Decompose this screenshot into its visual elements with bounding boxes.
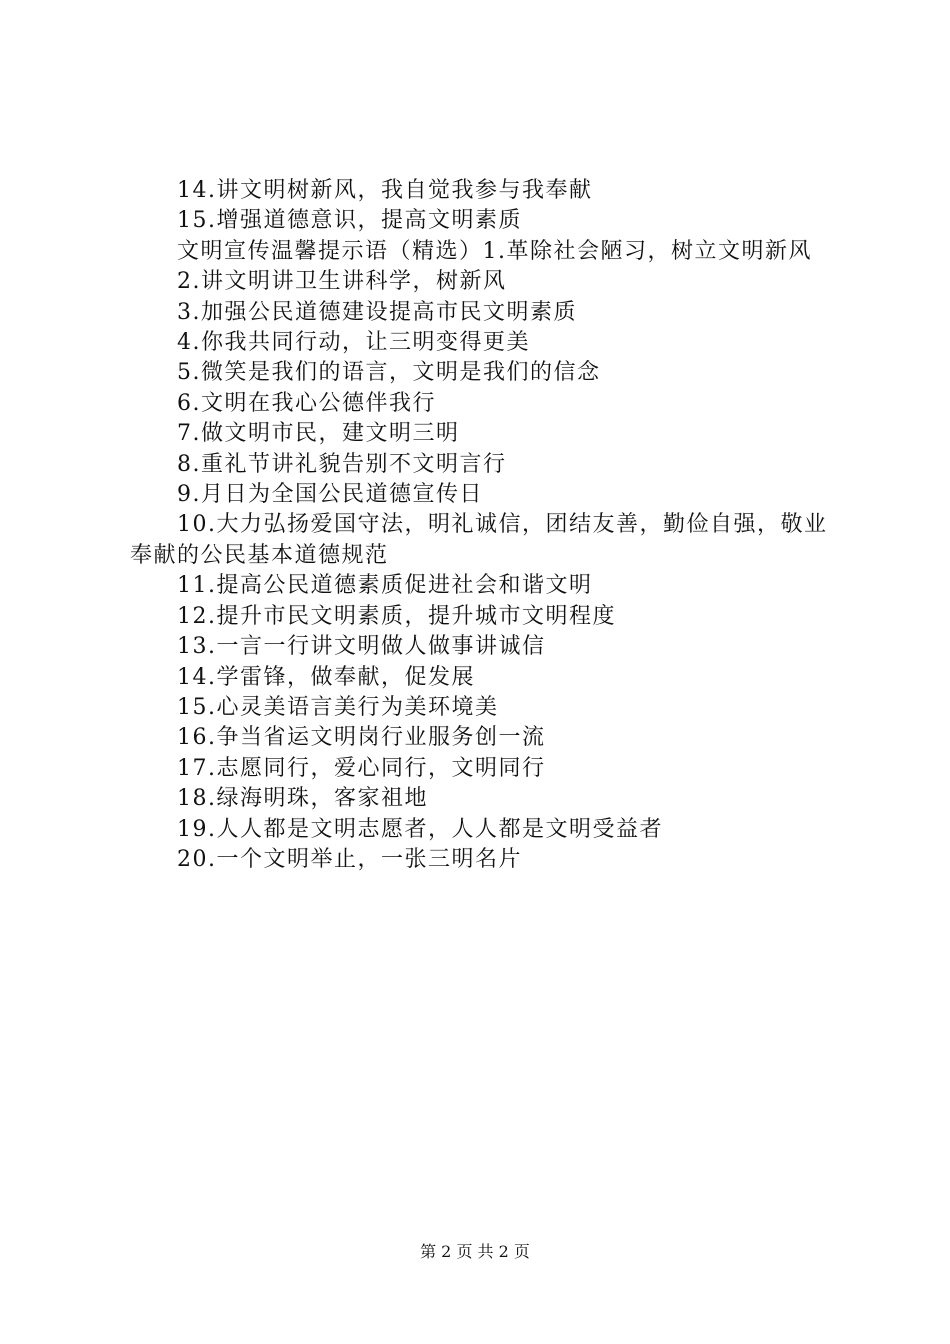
paragraph: 15.增强道德意识，提高文明素质 [177, 208, 522, 234]
paragraph: 7.做文明市民，建文明三明 [177, 421, 460, 447]
paragraph: 9.月日为全国公民道德宣传日 [177, 482, 483, 508]
paragraph: 2.讲文明讲卫生讲科学，树新风 [177, 269, 507, 295]
page-number-footer: 第 2 页 共 2 页 [420, 1242, 530, 1261]
paragraph: 17.志愿同行，爱心同行，文明同行 [177, 755, 546, 781]
paragraph: 3.加强公民道德建设提高市民文明素质 [177, 299, 577, 325]
paragraph: 6.文明在我心公德伴我行 [177, 390, 436, 416]
paragraph: 5.微笑是我们的语言，文明是我们的信念 [177, 360, 601, 386]
paragraph: 19.人人都是文明志愿者，人人都是文明受益者 [177, 816, 663, 842]
paragraph: 11.提高公民道德素质促进社会和谐文明 [177, 573, 593, 599]
paragraph: 8.重礼节讲礼貌告别不文明言行 [177, 451, 507, 477]
paragraph: 16.争当省运文明岗行业服务创一流 [177, 725, 546, 751]
paragraph: 14.讲文明树新风，我自觉我参与我奉献 [177, 178, 593, 203]
section-heading-paragraph: 文明宣传温馨提示语（精选）1.革除社会陋习，树立文明新风 [177, 238, 812, 264]
paragraph: 18.绿海明珠，客家祖地 [177, 786, 428, 812]
paragraph: 10.大力弘扬爱国守法，明礼诚信，团结友善，勤俭自强，敬业奉献的公民基本道德规范 [130, 512, 828, 568]
paragraph: 4.你我共同行动，让三明变得更美 [177, 330, 530, 356]
paragraph: 12.提升市民文明素质，提升城市文明程度 [177, 603, 616, 629]
paragraph: 14.学雷锋，做奉献，促发展 [177, 664, 475, 690]
paragraph: 13.一言一行讲文明做人做事讲诚信 [177, 634, 546, 660]
paragraph: 20.一个文明举止，一张三明名片 [177, 846, 522, 872]
paragraph: 15.心灵美语言美行为美环境美 [177, 694, 499, 720]
document-body [130, 176, 830, 875]
